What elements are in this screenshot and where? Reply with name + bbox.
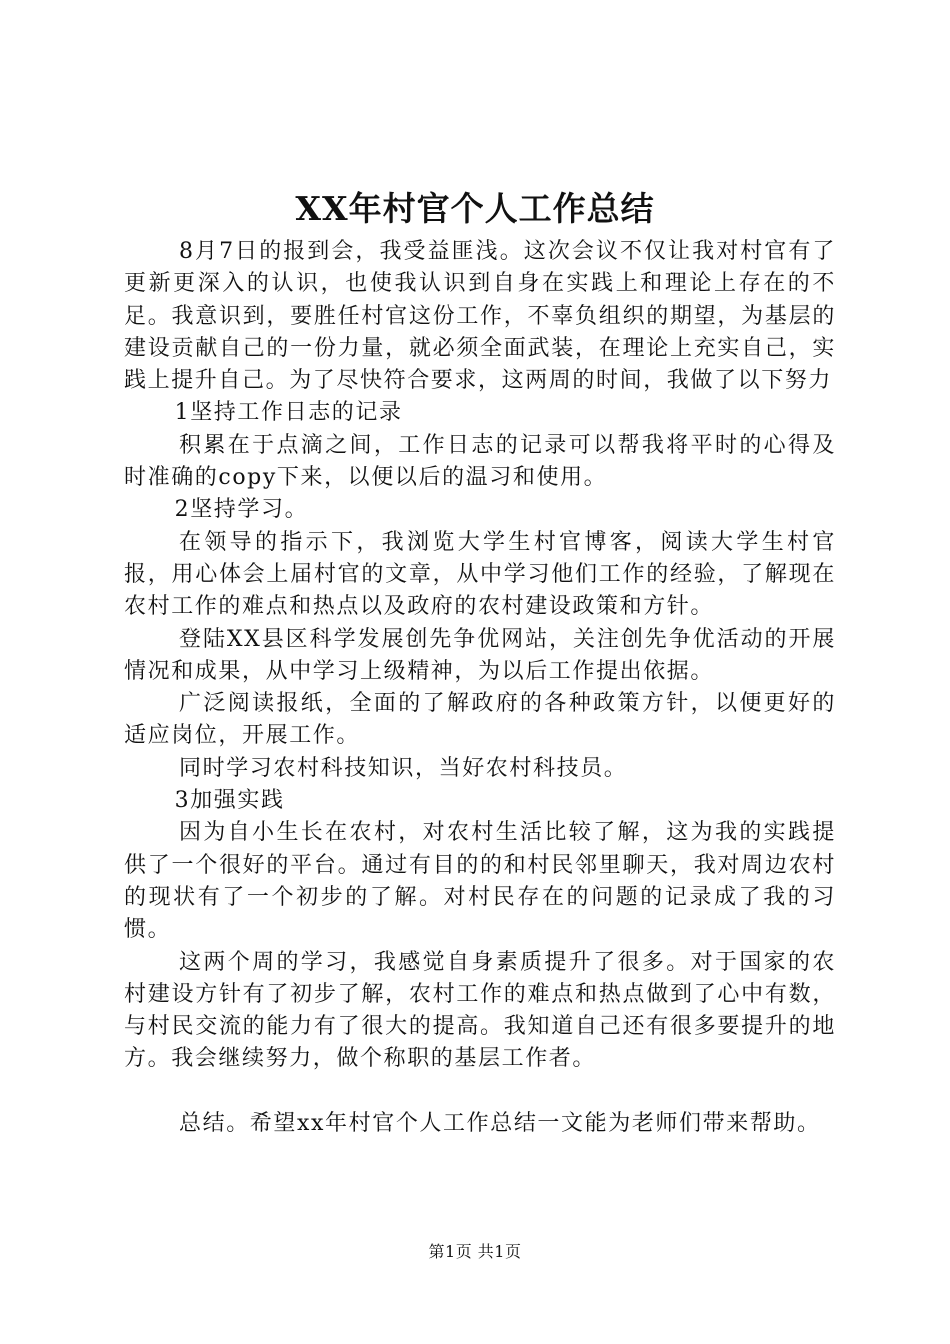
paragraph-closing: 总结。希望xx年村官个人工作总结一文能为老师们带来帮助。 xyxy=(179,1110,821,1136)
blank-line xyxy=(124,1076,836,1108)
paragraph-work-log: 积累在于点滴之间，工作日志的记录可以帮我将平时的心得及时准确的copy下来，以便以后的温习和使用。 xyxy=(124,432,836,491)
section-heading-3: 3加强实践 xyxy=(174,788,285,814)
paragraph-study-website: 登陆XX县区科学发展创先争优网站，关注创先争优活动的开展情况和成果，从中学习上级精神，为以后工作提出依据。 xyxy=(124,626,836,684)
paragraph-practice: 因为自小生长在农村，对农村生活比较了解，这为我的实践提供了一个很好的平台。通过有目的的和村民邻里聊天，我对周边农村的现状有了一个初步的了解。对村民存在的问题的记录成了我的习惯。 xyxy=(124,820,836,943)
section-heading-1: 1坚持工作日志的记录 xyxy=(174,400,403,426)
paragraph-reflection: 这两个周的学习，我感觉自身素质提升了很多。对于国家的农村建设方针有了初步了解，农村工作的难点和热点做到了心中有数，与村民交流的能力有了很大的提高。我知道自己还有很多要提升的地方。我会继续努力，做个称职的基层工作者。 xyxy=(124,949,836,1072)
document-body xyxy=(124,236,836,1140)
document-title: XX年村官个人工作总结 xyxy=(295,189,655,228)
paragraph-study-blog: 在领导的指示下，我浏览大学生村官博客，阅读大学生村官报，用心体会上届村官的文章，从中学习他们工作的经验，了解现在农村工作的难点和热点以及政府的农村建设政策和方针。 xyxy=(124,529,836,620)
paragraph-study-newspaper: 广泛阅读报纸，全面的了解政府的各种政策方针，以便更好的适应岗位，开展工作。 xyxy=(124,691,836,749)
paragraph-study-tech: 同时学习农村科技知识，当好农村科技员。 xyxy=(179,755,628,781)
section-heading-2: 2坚持学习。 xyxy=(174,497,309,523)
paragraph-intro: 8月7日的报到会，我受益匪浅。这次会议不仅让我对村官有了更新更深入的认识，也使我认识到自身在实践上和理论上存在的不足。我意识到，要胜任村官这份工作，不辜负组织的期望，为基层的建设贡献自己的一份力量，就必须全面武装，在理论上充实自己，实践上提升自己。为了尽快符合要求，这两周的时间，我做了以下努力 xyxy=(124,239,836,394)
page-number-footer: 第1页 共1页 xyxy=(428,1242,522,1261)
